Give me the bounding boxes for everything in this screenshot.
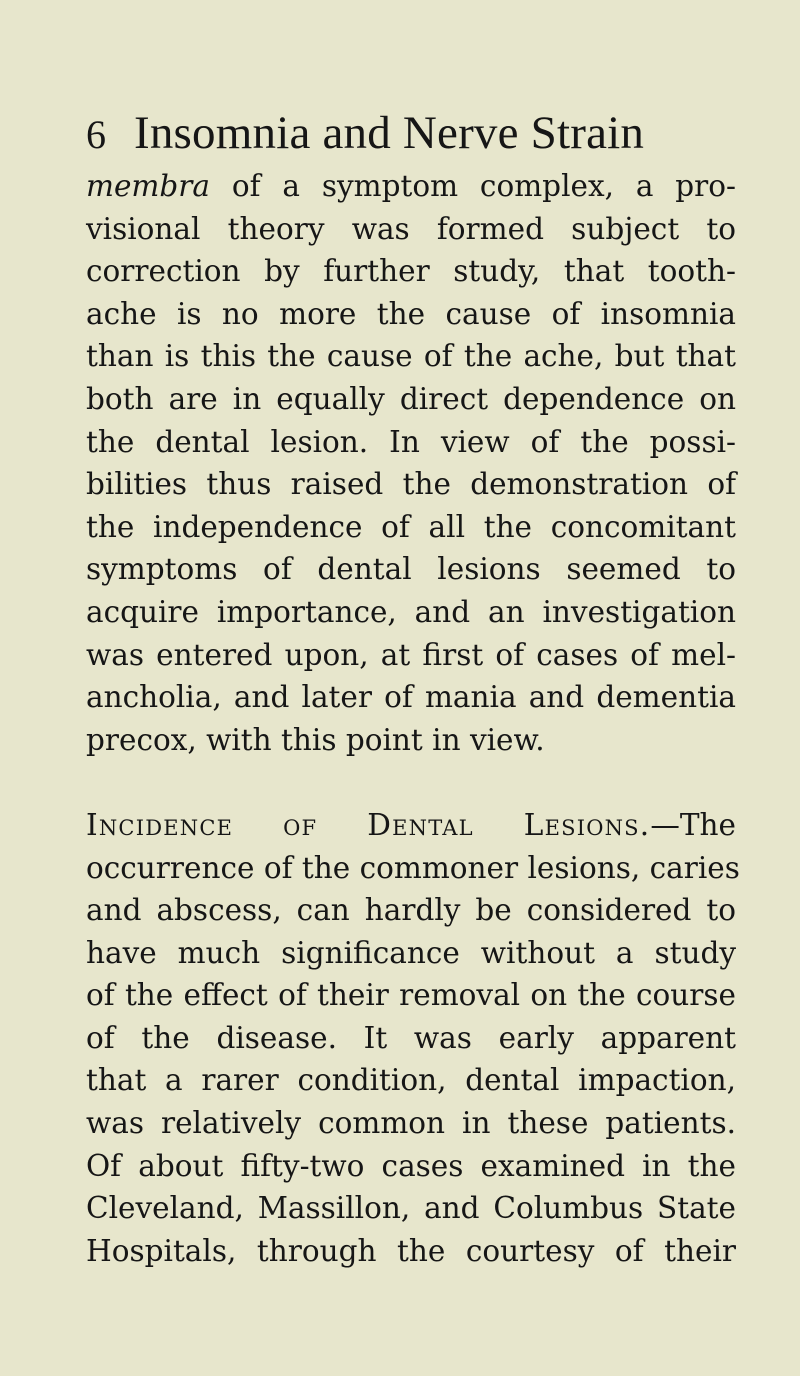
paragraph-1-line: ancholia, and later of mania and dementia: [86, 680, 736, 715]
paragraph-1-line: the dental lesion. In view of the possi-: [86, 424, 736, 459]
paragraph-1-line: the independence of all the concomitant: [86, 509, 736, 544]
paragraph-2-line: of the disease. It was early apparent: [86, 1020, 736, 1055]
paragraph-1-line: than is this the cause of the ache, but that: [86, 339, 736, 374]
paragraph-1-line: both are in equally direct dependence on: [86, 381, 736, 416]
paragraph-1-line: correction by further study, that tooth-: [86, 254, 736, 289]
paragraph-2-line: that a rarer condition, dental impaction,: [86, 1063, 736, 1098]
paragraph-2-line: of the effect of their removal on the course: [86, 978, 736, 1013]
paragraph-1-line: ache is no more the cause of insomnia: [86, 296, 736, 331]
running-title: Insomnia and Nerve Strain: [134, 107, 645, 159]
paragraph-1-line: was entered upon, at first of cases of mel-: [86, 637, 736, 672]
paragraph-2-line: occurrence of the commoner lesions, caries: [86, 850, 740, 885]
paragraph-2-line: have much significance without a study: [86, 935, 736, 970]
paragraph-1-line-1: [86, 165, 736, 208]
paragraph-2-line: Of about fifty-two cases examined in the: [86, 1148, 736, 1183]
latin-term: membra: [86, 169, 210, 203]
body-text: [86, 165, 740, 1272]
paragraph-2-line: Cleveland, Massillon, and Columbus State: [86, 1191, 736, 1226]
page-number: 6: [86, 112, 106, 157]
line-text: —The: [650, 807, 736, 842]
paragraph-1-line: precox, with this point in view.: [86, 722, 545, 757]
paragraph-1-line: visional theory was formed subject to: [86, 211, 736, 246]
paragraph-2-line: was relatively common in these patients.: [86, 1106, 736, 1141]
line-text: of a symptom complex, a pro-: [209, 169, 736, 203]
paragraph-1-line: acquire importance, and an investigation: [86, 594, 736, 629]
paragraph-2-line: Hospitals, through the courtesy of their: [86, 1233, 736, 1268]
paragraph-2-line-1: [86, 804, 736, 847]
running-head: [86, 106, 746, 162]
paragraph-1-line: symptoms of dental lesions seemed to: [86, 552, 736, 587]
paragraph-2-line: and abscess, can hardly be considered to: [86, 893, 736, 928]
section-heading: Incidence of Dental Lesions.: [86, 807, 651, 842]
paragraph-gap: [86, 761, 736, 804]
paragraph-1-line: bilities thus raised the demonstration of: [86, 467, 736, 502]
